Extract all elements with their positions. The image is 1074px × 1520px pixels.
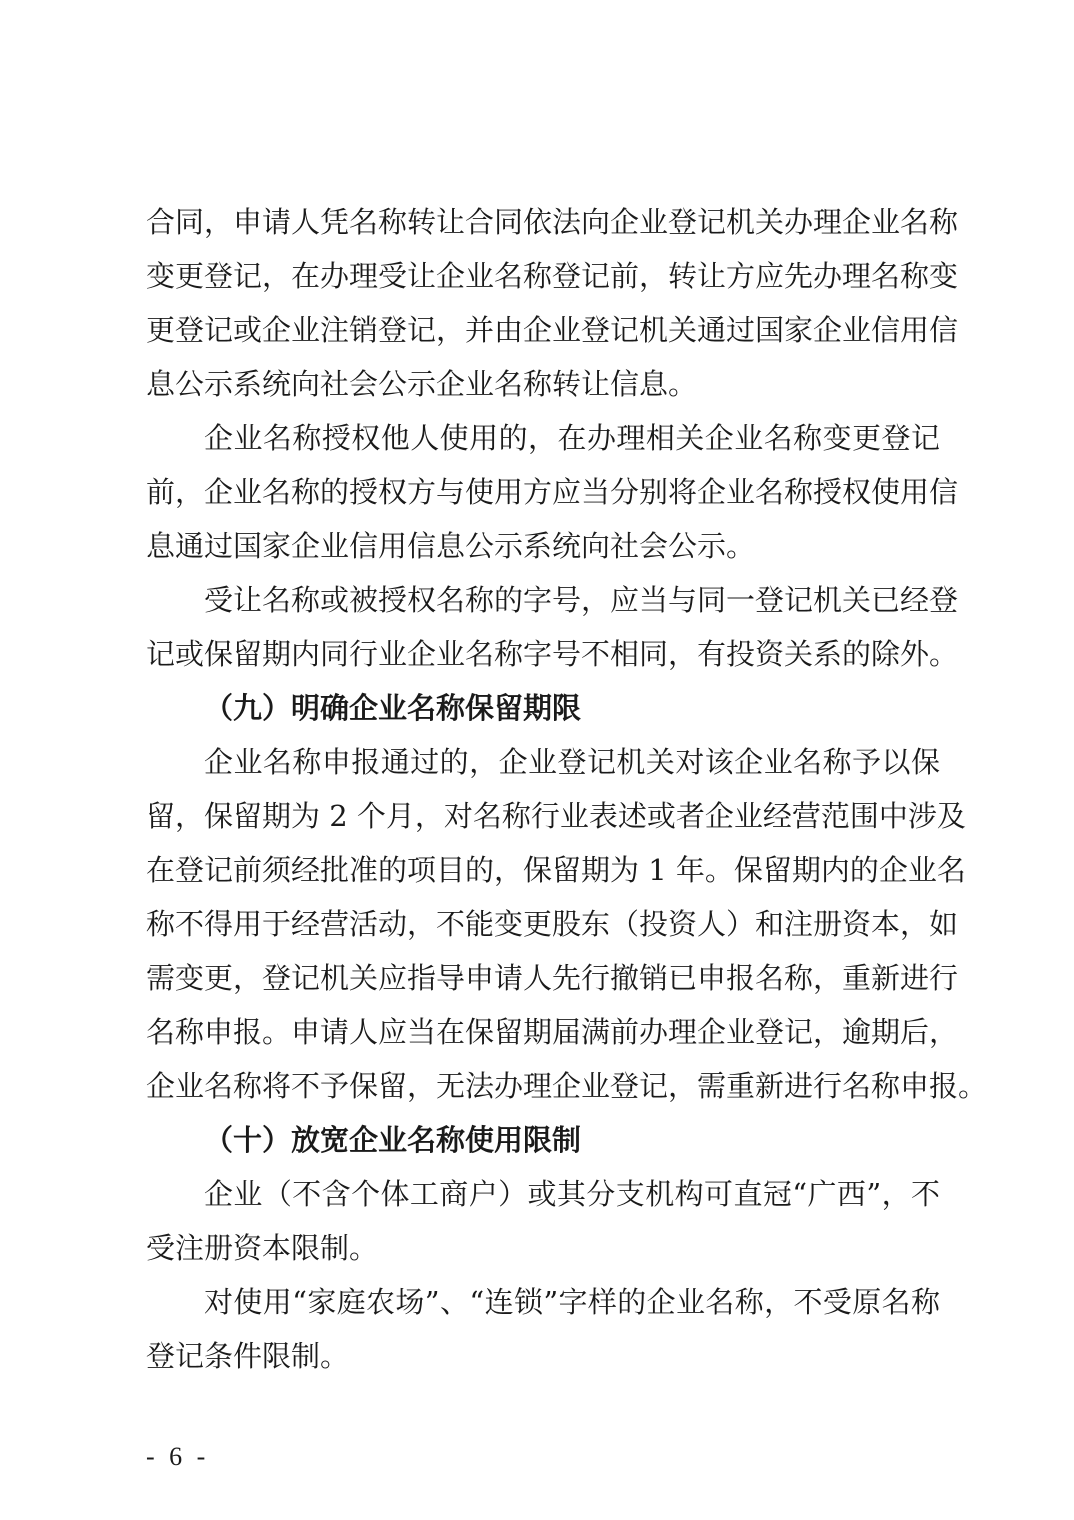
paragraph-line: 名称申报。申请人应当在保留期届满前办理企业登记，逾期后， [146, 1015, 959, 1049]
paragraph-line: 称不得用于经营活动，不能变更股东（投资人）和注册资本，如 [146, 907, 959, 941]
paragraph-line: 变更登记，在办理受让企业名称登记前，转让方应先办理名称变 [146, 259, 959, 293]
paragraph-line: 企业名称授权他人使用的，在办理相关企业名称变更登记 [204, 421, 940, 455]
paragraph-line: 企业名称申报通过的，企业登记机关对该企业名称予以保 [204, 745, 940, 779]
section-heading-10: （十）放宽企业名称使用限制 [204, 1123, 582, 1157]
paragraph-line: 更登记或企业注销登记，并由企业登记机关通过国家企业信用信 [146, 313, 959, 347]
paragraph-line: 在登记前须经批准的项目的，保留期为 1 年。保留期内的企业名 [146, 853, 966, 887]
paragraph-line: 企业名称将不予保留，无法办理企业登记，需重新进行名称申报。 [146, 1069, 988, 1103]
paragraph-line: 对使用“家庭农场”、“连锁”字样的企业名称，不受原名称 [204, 1285, 940, 1319]
paragraph-line: 受让名称或被授权名称的字号，应当与同一登记机关已经登 [204, 583, 959, 617]
paragraph-line: 受注册资本限制。 [146, 1231, 379, 1265]
page-number: - 6 - [146, 1442, 210, 1471]
paragraph-line: 前，企业名称的授权方与使用方应当分别将企业名称授权使用信 [146, 475, 959, 509]
paragraph-line: 息通过国家企业信用信息公示系统向社会公示。 [146, 529, 756, 563]
paragraph-line: 企业（不含个体工商户）或其分支机构可直冠“广西”，不 [204, 1177, 940, 1211]
paragraph-line: 登记条件限制。 [146, 1339, 350, 1373]
paragraph-line: 留，保留期为 2 个月，对名称行业表述或者企业经营范围中涉及 [146, 799, 966, 833]
paragraph-line: 合同，申请人凭名称转让合同依法向企业登记机关办理企业名称 [146, 205, 959, 239]
paragraph-line: 记或保留期内同行业企业名称字号不相同，有投资关系的除外。 [146, 637, 959, 671]
paragraph-line: 息公示系统向社会公示企业名称转让信息。 [146, 367, 698, 401]
paragraph-line: 需变更，登记机关应指导申请人先行撤销已申报名称，重新进行 [146, 961, 959, 995]
section-heading-9: （九）明确企业名称保留期限 [204, 691, 582, 725]
